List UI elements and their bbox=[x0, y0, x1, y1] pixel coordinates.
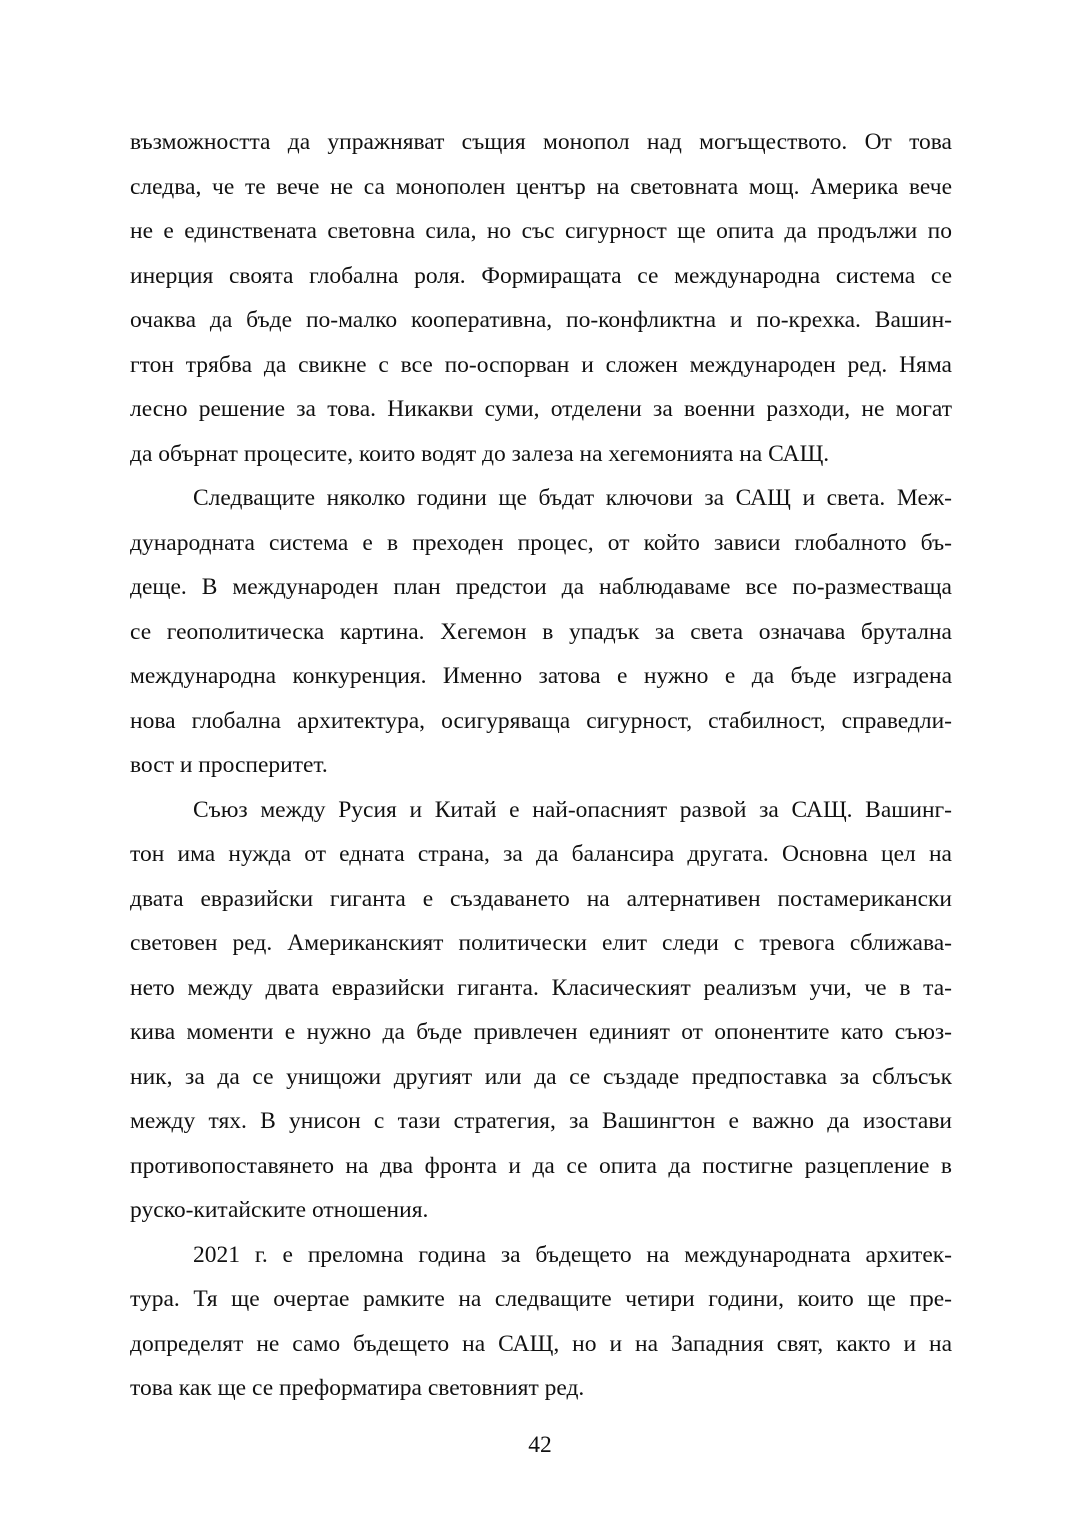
text-line: допределят не само бъдещето на САЩ, но и на Западния свят, както и на bbox=[130, 1330, 952, 1357]
text-line: Следващите няколко години ще бъдат ключови за САЩ и света. Меж- bbox=[193, 485, 952, 511]
text-line: международна конкуренция. Именно затова е нужно е да бъде изградена bbox=[130, 663, 952, 689]
text-line: не е единствената световна сила, но със сигурност ще опита да продължи по bbox=[130, 218, 952, 244]
page-number: 42 bbox=[528, 1432, 552, 1458]
text-line: Съюз между Русия и Китай е най-опасният развой за САЩ. Вашинг- bbox=[193, 796, 952, 823]
text-line: тон има нужда от едната страна, за да балансира другата. Основна цел на bbox=[130, 841, 952, 867]
paragraph bbox=[130, 476, 952, 788]
paragraph bbox=[130, 120, 952, 476]
text-line: инерция своята глобална роля. Формиращата се международна система се bbox=[130, 262, 952, 289]
text-line: вост и просперитет. bbox=[130, 752, 328, 778]
text-line: тура. Тя ще очертае рамките на следващите четири години, които ще пре- bbox=[130, 1286, 952, 1312]
text-line: да обърнат процесите, които водят до залеза на хегемонията на САЩ. bbox=[130, 440, 830, 467]
text-line: нето между двата евразийски гиганта. Класическият реализъм учи, че в та- bbox=[130, 974, 952, 1001]
paragraph bbox=[130, 1233, 952, 1411]
text-line: деще. В международен план предстои да наблюдаваме все по-разместваща bbox=[130, 574, 952, 600]
text-line: нова глобална архитектура, осигуряваща сигурност, стабилност, справедли- bbox=[130, 707, 952, 734]
text-line: възможността да упражняват същия монопол над могъществото. От това bbox=[130, 129, 952, 155]
text-line: следва, че те вече не са монополен център на световната мощ. Америка вече bbox=[130, 173, 952, 200]
text-line: между тях. В унисон с тази стратегия, за Вашингтон е важно да изостави bbox=[130, 1108, 952, 1134]
text-line: лесно решение за това. Никакви суми, отделени за военни разходи, не могат bbox=[130, 396, 952, 422]
paragraph bbox=[130, 788, 952, 1233]
text-line: двата евразийски гиганта е създаването на алтернативен постамерикански bbox=[130, 885, 952, 912]
body-text bbox=[130, 120, 952, 1411]
text-line: световен ред. Американският политически елит следи с тревога сближава- bbox=[130, 930, 952, 956]
text-line: кива моменти е нужно да бъде привлечен единият от опонентите като съюз- bbox=[130, 1019, 952, 1045]
text-line: очаква да бъде по-малко кооперативна, по-конфликтна и по-крехка. Вашин- bbox=[130, 307, 952, 333]
text-line: руско-китайските отношения. bbox=[130, 1197, 429, 1223]
text-line: се геополитическа картина. Хегемон в упадък за света означава брутална bbox=[130, 618, 952, 645]
text-line: противопоставянето на два фронта и да се опита да постигне разцепление в bbox=[130, 1152, 952, 1179]
text-line: това как ще се преформатира световният ред. bbox=[130, 1375, 585, 1401]
text-line: гтон трябва да свикне с все по-оспорван и сложен международен ред. Няма bbox=[130, 351, 952, 378]
text-line: 2021 г. е преломна година за бъдещето на международната архитек- bbox=[193, 1241, 952, 1268]
text-line: ник, за да се унищожи другият или да се създаде предпоставка за сблъсък bbox=[130, 1063, 952, 1090]
text-line: дународната система е в преходен процес, от който зависи глобалното бъ- bbox=[130, 529, 952, 556]
